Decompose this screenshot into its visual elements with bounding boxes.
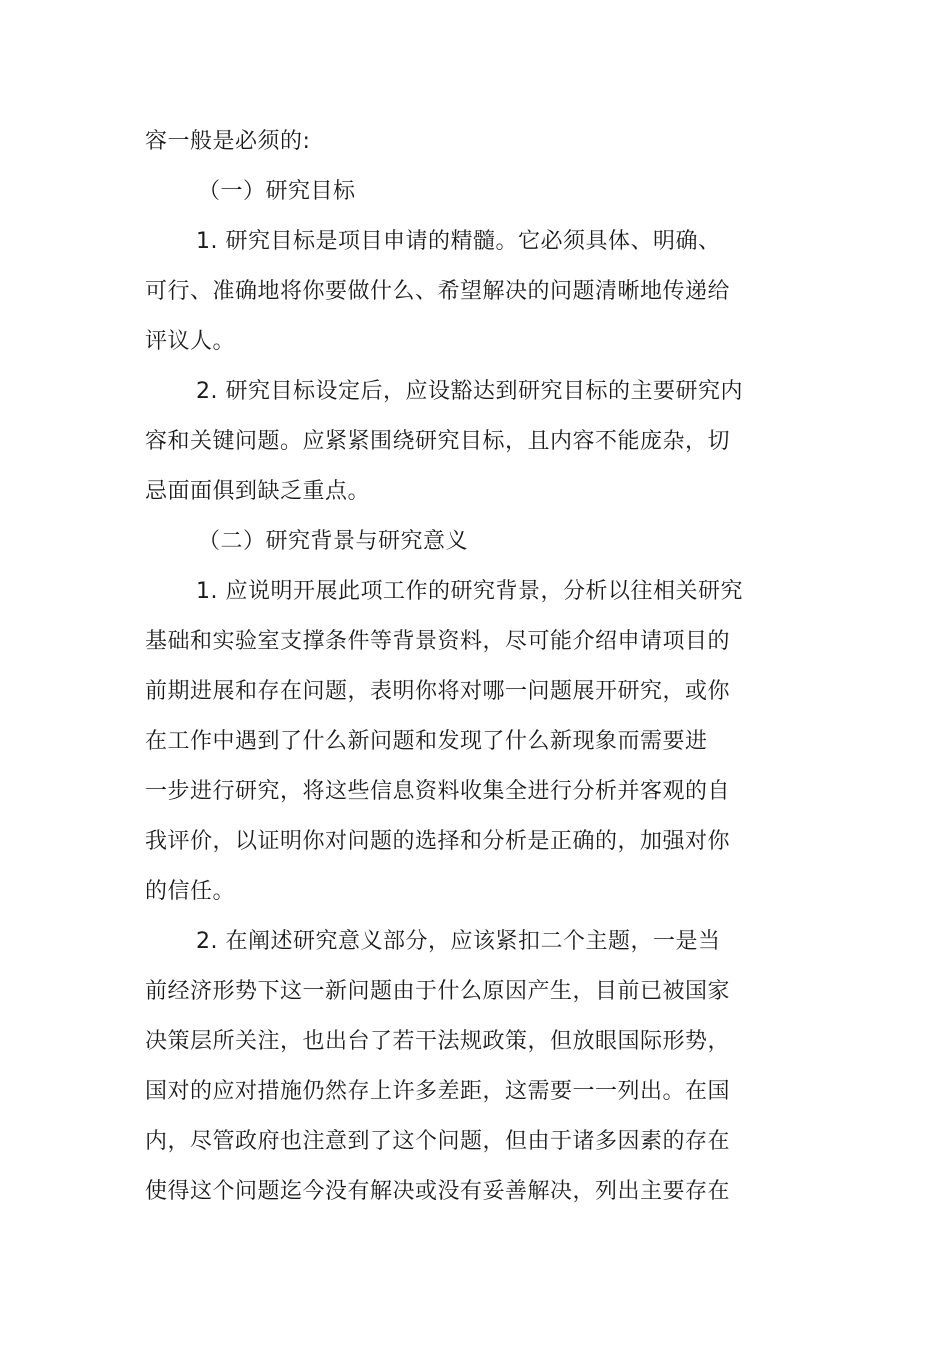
text-line: 容和关键问题。应紧紧围绕研究目标，且内容不能庞杂，切 [145, 429, 731, 454]
text-line: 1. 研究目标是项目申请的精髓。它必须具体、明确、 [196, 229, 721, 254]
text-line: 一步进行研究，将这些信息资料收集全进行分析并客观的自 [145, 779, 731, 804]
text-line: 决策层所关注，也出台了若干法规政策，但放眼国际形势， [145, 1029, 731, 1054]
text-line: 前经济形势下这一新问题由于什么原因产生，目前已被国家 [145, 979, 731, 1004]
text-line: 在工作中遇到了什么新问题和发现了什么新现象而需要进 [145, 729, 708, 754]
text-line: 前期进展和存在问题，表明你将对哪一问题展开研究，或你 [145, 679, 731, 704]
text-line: 评议人。 [145, 329, 236, 354]
text-line: 2. 研究目标设定后，应设豁达到研究目标的主要研究内 [196, 379, 743, 404]
text-line: 国对的应对措施仍然存上许多差距，这需要一一列出。在国 [145, 1079, 731, 1104]
text-line: 内，尽管政府也注意到了这个问题，但由于诸多因素的存在 [145, 1129, 731, 1154]
text-line: 基础和实验室支撑条件等背景资料，尽可能介绍申请项目的 [145, 629, 731, 654]
text-line: 忌面面俱到缺乏重点。 [145, 479, 371, 504]
text-line: 使得这个问题迄今没有解决或没有妥善解决，列出主要存在 [145, 1179, 731, 1204]
text-line: 2. 在阐述研究意义部分，应该紧扣二个主题，一是当 [196, 929, 721, 954]
section-heading-research-goals: （一）研究目标 [198, 179, 356, 204]
text-line: 1. 应说明开展此项工作的研究背景，分析以往相关研究 [196, 579, 743, 604]
text-line: 的信任。 [145, 879, 236, 904]
text-line: 可行、准确地将你要做什么、希望解决的问题清晰地传递给 [145, 279, 731, 304]
section-heading-background-significance: （二）研究背景与研究意义 [198, 529, 469, 554]
text-line: 容一般是必须的: [145, 129, 311, 154]
text-line: 我评价，以证明你对问题的选择和分析是正确的，加强对你 [145, 829, 731, 854]
